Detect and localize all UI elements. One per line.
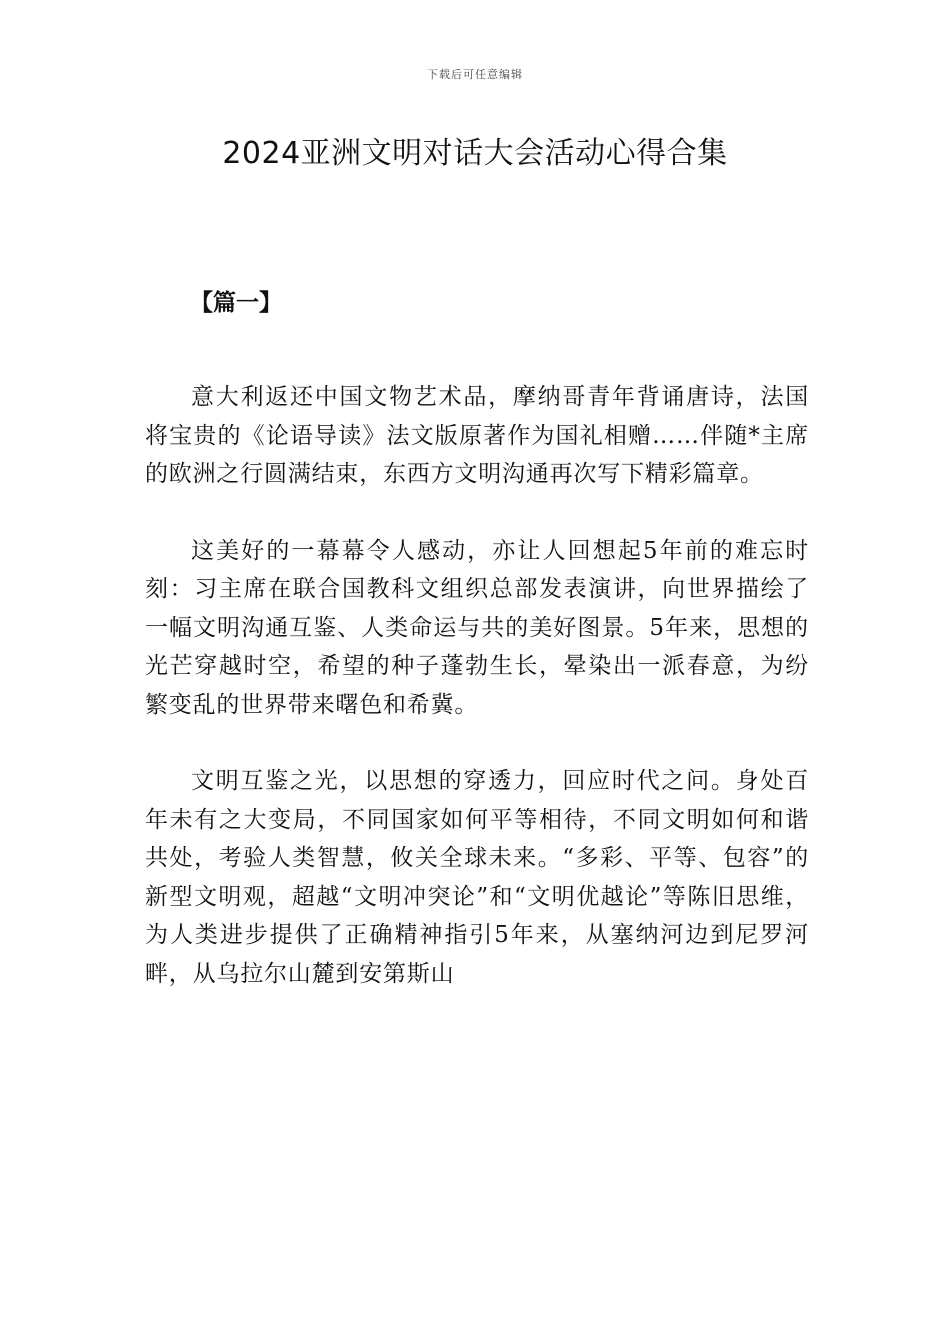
paragraph-3: 文明互鉴之光，以思想的穿透力，回应时代之问。身处百年未有之大变局，不同国家如何平等相待，不同文明如何和谐共处，考验人类智慧，攸关全球未来。“多彩、平等、包容”的新型文明观，超越“文明冲突论”和“文明优越论”等陈旧思维，为人类进步提供了正确精神指引5年来，从塞纳河边到尼罗河畔，从乌拉尔山麓到安第斯山 xyxy=(145,768,809,987)
section-label: 【篇一】 xyxy=(190,290,282,316)
document-title: 2024亚洲文明对话大会活动心得合集 xyxy=(222,136,728,171)
header-note: 下载后可任意编辑 xyxy=(427,68,523,81)
paragraph-2: 这美好的一幕幕令人感动，亦让人回想起5年前的难忘时刻：习主席在联合国教科文组织总部发表演讲，向世界描绘了一幅文明沟通互鉴、人类命运与共的美好图景。5年来，思想的光芒穿越时空，希望的种子蓬勃生长，晕染出一派春意，为纷繁变乱的世界带来曙色和希冀。 xyxy=(145,537,809,718)
paragraph-1: 意大利返还中国文物艺术品，摩纳哥青年背诵唐诗，法国将宝贵的《论语导读》法文版原著作为国礼相赠……伴随*主席的欧洲之行圆满结束，东西方文明沟通再次写下精彩篇章。 xyxy=(145,384,809,487)
body-text xyxy=(145,378,809,1031)
